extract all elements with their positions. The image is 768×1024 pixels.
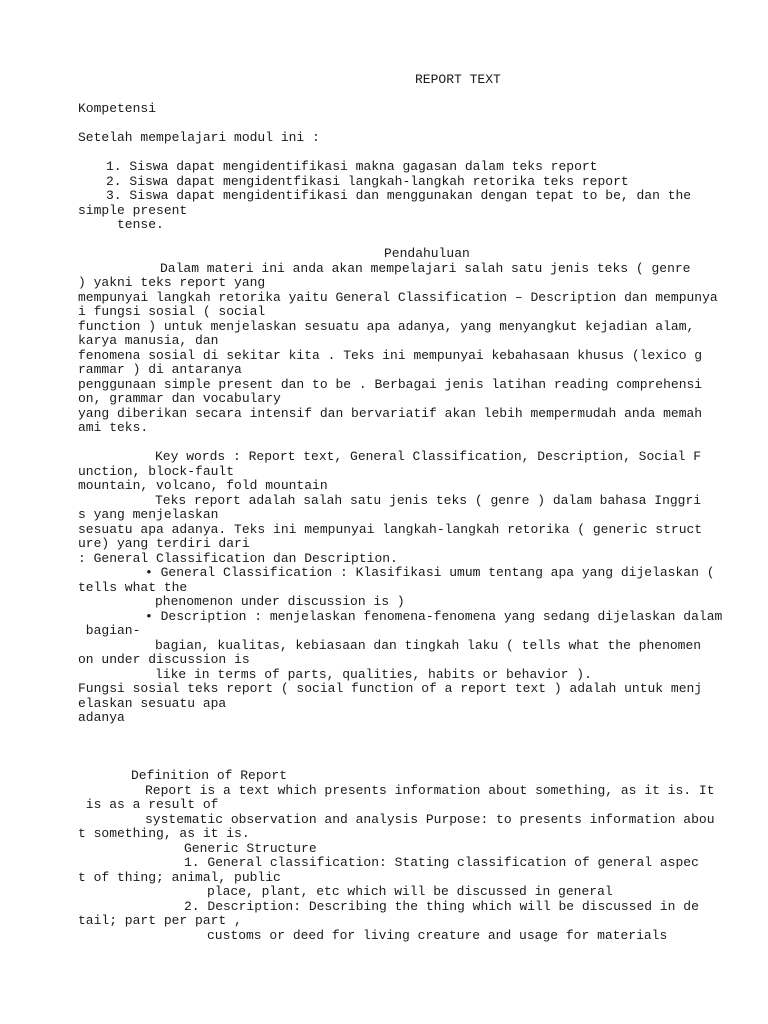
bullet-description-cont: bagian-	[78, 623, 141, 638]
bullet-description-cont: bagian, kualitas, kebiasaan dan tingkah laku ( tells what the phenomen	[155, 638, 702, 653]
pendahuluan-line: on, grammar dan vocabulary	[78, 391, 281, 406]
definition-line: t something, as it is.	[78, 826, 250, 841]
social-function-line: elaskan sesuatu apa	[78, 696, 227, 711]
pendahuluan-line: i fungsi sosial ( social	[78, 304, 266, 319]
keywords-line: unction, block-fault	[78, 464, 235, 479]
pendahuluan-line: function ) untuk menjelaskan sesuatu apa adanya, yang menyangkut kejadian alam,	[78, 319, 695, 334]
pendahuluan-line: yang diberikan secara intensif dan bervariatif akan lebih mempermudah anda memah	[78, 406, 703, 421]
bullet-general-classification-cont: tells what the	[78, 580, 188, 595]
kompetensi-item-3-cont2: tense.	[117, 217, 164, 232]
social-function-line: adanya	[78, 710, 125, 725]
page-title: REPORT TEXT	[415, 72, 501, 87]
definition-line: systematic observation and analysis Purpose: to presents information abou	[145, 812, 715, 827]
bullet-general-classification-cont: phenomenon under discussion is )	[155, 594, 405, 609]
pendahuluan-line: mempunyai langkah retorika yaitu General Classification – Description dan mempunya	[78, 290, 718, 305]
structure-item-2-cont: customs or deed for living creature and usage for materials	[207, 928, 668, 943]
pendahuluan-line: karya manusia, dan	[78, 333, 219, 348]
definition-intro-line: : General Classification dan Description.	[78, 551, 398, 566]
definition-intro-line: sesuatu apa adanya. Teks ini mempunyai langkah-langkah retorika ( generic struct	[78, 522, 703, 537]
structure-item-1-cont: t of thing; animal, public	[78, 870, 281, 885]
pendahuluan-line: fenomena sosial di sekitar kita . Teks ini mempunyai kebahasaan khusus (lexico g	[78, 348, 703, 363]
definition-intro-line: Teks report adalah salah satu jenis teks ( genre ) dalam bahasa Inggri	[155, 493, 702, 508]
pendahuluan-line: ) yakni teks report yang	[78, 275, 266, 290]
social-function-line: Fungsi sosial teks report ( social function of a report text ) adalah untuk menj	[78, 681, 703, 696]
definition-intro-line: s yang menjelaskan	[78, 507, 219, 522]
keywords-line: Key words : Report text, General Classification, Description, Social F	[155, 449, 702, 464]
bullet-description-cont: like in terms of parts, qualities, habits or behavior ).	[155, 667, 592, 682]
generic-structure-heading: Generic Structure	[184, 841, 317, 856]
kompetensi-item-2: 2. Siswa dapat mengidentfikasi langkah-langkah retorika teks report	[106, 174, 629, 189]
kompetensi-item-3: 3. Siswa dapat mengidentifikasi dan menggunakan dengan tepat to be, dan the	[106, 188, 692, 203]
kompetensi-heading: Kompetensi	[78, 101, 157, 116]
keywords-line: mountain, volcano, fold mountain	[78, 478, 328, 493]
pendahuluan-line: ami teks.	[78, 420, 149, 435]
pendahuluan-line: rammar ) di antaranya	[78, 362, 242, 377]
definition-line: Report is a text which presents information about something, as it is. It	[145, 783, 715, 798]
structure-item-1: 1. General classification: Stating classification of general aspec	[184, 855, 699, 870]
kompetensi-intro: Setelah mempelajari modul ini :	[78, 130, 320, 145]
structure-item-2: 2. Description: Describing the thing which will be discussed in de	[184, 899, 699, 914]
definition-heading: Definition of Report	[131, 768, 288, 783]
bullet-description: • Description : menjelaskan fenomena-fenomena yang sedang dijelaskan dalam	[145, 609, 723, 624]
pendahuluan-heading: Pendahuluan	[384, 246, 470, 261]
pendahuluan-line: penggunaan simple present dan to be . Berbagai jenis latihan reading comprehensi	[78, 377, 703, 392]
structure-item-1-cont: place, plant, etc which will be discussed in general	[207, 884, 613, 899]
definition-intro-line: ure) yang terdiri dari	[78, 536, 250, 551]
bullet-general-classification: • General Classification : Klasifikasi umum tentang apa yang dijelaskan (	[145, 565, 715, 580]
kompetensi-item-1: 1. Siswa dapat mengidentifikasi makna gagasan dalam teks report	[106, 159, 598, 174]
structure-item-2-cont: tail; part per part ,	[78, 913, 242, 928]
pendahuluan-line: Dalam materi ini anda akan mempelajari salah satu jenis teks ( genre	[160, 261, 691, 276]
kompetensi-item-3-cont: simple present	[78, 203, 188, 218]
bullet-description-cont: on under discussion is	[78, 652, 250, 667]
definition-line: is as a result of	[78, 797, 219, 812]
